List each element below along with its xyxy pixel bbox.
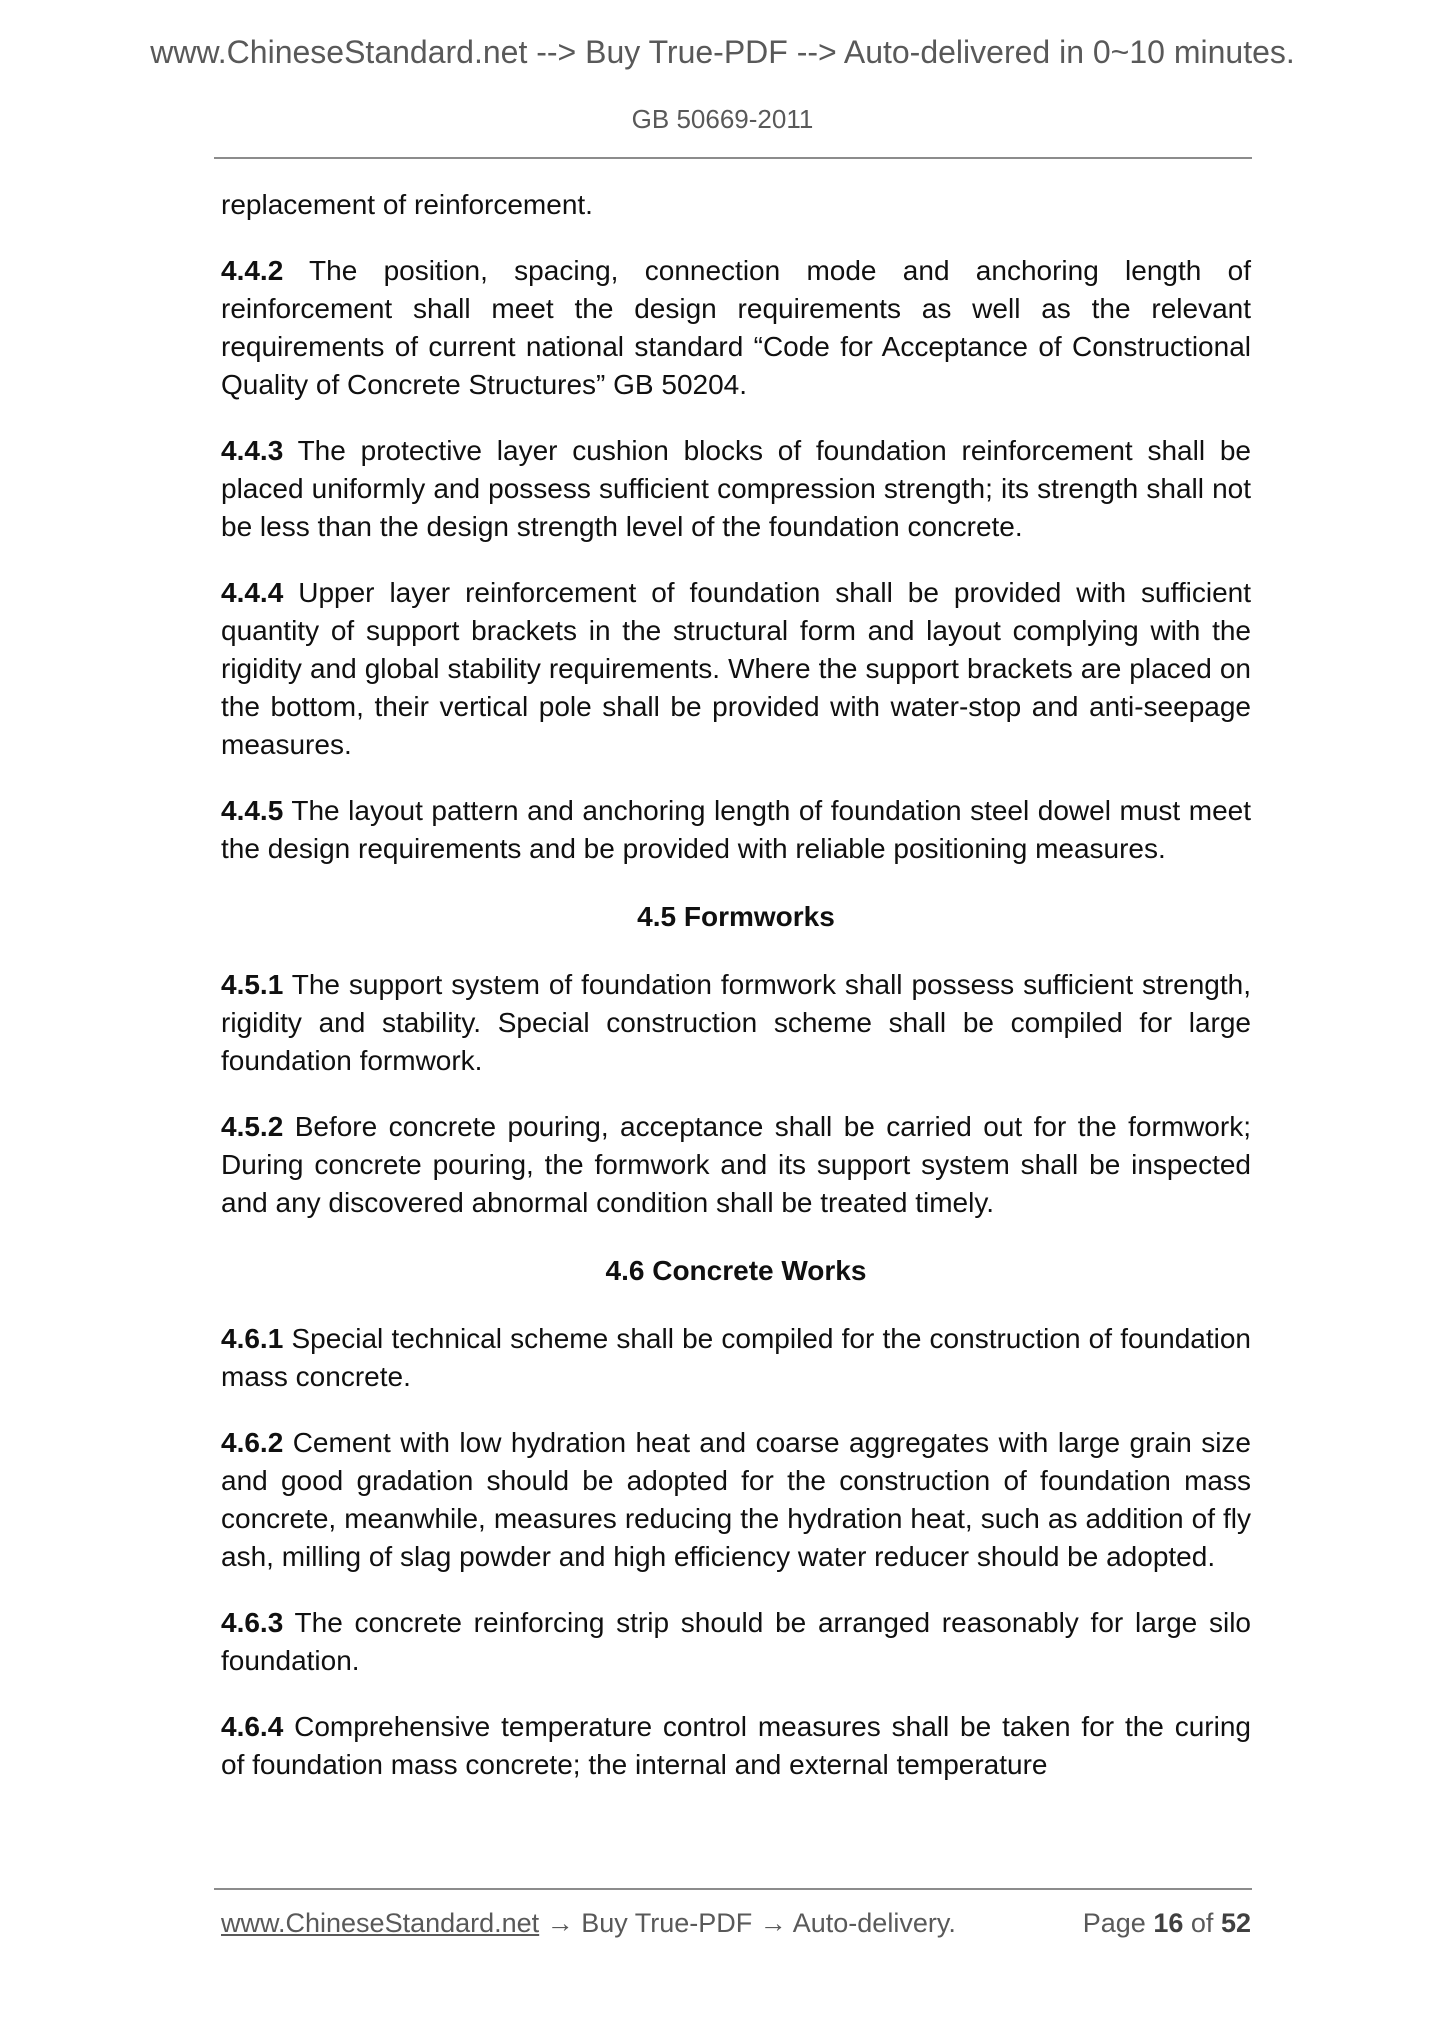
continued-paragraph: replacement of reinforcement. (221, 189, 593, 220)
clause-paragraph: 4.5.1 The support system of foundation formwork shall possess sufficient strength, rigidity and stability. Special construction scheme shall be compiled for large foundation formwork. (221, 969, 1251, 1076)
clause-paragraph: 4.4.5 The layout pattern and anchoring length of foundation steel dowel must meet the design requirements and be provided with reliable positioning measures. (221, 795, 1251, 864)
clause-number: 4.6.2 (221, 1427, 284, 1458)
footer-promo (221, 1906, 956, 1940)
of-label: of (1190, 1908, 1214, 1938)
header-banner-text: www.ChineseStandard.net --> Buy True-PDF --> Auto-delivered in 0~10 minutes. (150, 34, 1295, 70)
clause-number: 4.5.1 (221, 969, 284, 1000)
page-label: Page (1082, 1908, 1146, 1938)
page-footer (221, 1906, 1251, 1940)
page-indicator (1083, 1906, 1251, 1940)
page-current: 16 (1153, 1908, 1184, 1938)
clause-paragraph: 4.6.2 Cement with low hydration heat and coarse aggregates with large grain size and good gradation should be adopted for the construction of foundation mass concrete, meanwhile, measures reducing the hydration heat, such as addition of fly ash, milling of slag powder and high efficiency water reducer should be adopted. (221, 1427, 1251, 1572)
clause-paragraph: 4.4.3 The protective layer cushion blocks of foundation reinforcement shall be placed uniformly and possess sufficient compression strength; its strength shall not be less than the design strength level of the foundation concrete. (221, 435, 1251, 542)
header-divider (214, 157, 1252, 159)
section-heading: 4.6 Concrete Works (605, 1255, 867, 1286)
clause-paragraph: 4.4.2 The position, spacing, connection mode and anchoring length of reinforcement shall meet the design requirements as well as the relevant requirements of current national standard “Code for Acceptance of Constructional Quality of Concrete Structures” GB 50204. (221, 255, 1251, 400)
clause-paragraph: 4.6.4 Comprehensive temperature control measures shall be taken for the curing of foundation mass concrete; the internal and external temperature (221, 1711, 1251, 1780)
clause-paragraph: 4.6.3 The concrete reinforcing strip should be arranged reasonably for large silo foundation. (221, 1607, 1251, 1676)
clause-number: 4.6.4 (221, 1711, 284, 1742)
clause-number: 4.4.5 (221, 795, 284, 826)
clause-number: 4.4.4 (221, 577, 284, 608)
clause-number: 4.5.2 (221, 1111, 284, 1142)
footer-promo-tail: → Buy True-PDF → Auto-delivery. (546, 1908, 956, 1938)
clause-number: 4.4.3 (221, 435, 284, 466)
clause-paragraph: 4.4.4 Upper layer reinforcement of foundation shall be provided with sufficient quantity of support brackets in the structural form and layout complying with the rigidity and global stability requirements. Where the support brackets are placed on the bottom, their vertical pole shall be provided with water-stop and anti-seepage measures. (221, 577, 1251, 760)
section-heading: 4.5 Formworks (637, 901, 835, 932)
page-total: 52 (1220, 1908, 1251, 1938)
clause-number: 4.6.3 (221, 1607, 284, 1638)
clause-paragraph: 4.6.1 Special technical scheme shall be compiled for the construction of foundation mass concrete. (221, 1323, 1251, 1392)
footer-site-link[interactable]: www.ChineseStandard.net (221, 1908, 540, 1938)
footer-divider (214, 1888, 1252, 1890)
document-body (221, 186, 1251, 1784)
standard-number: GB 50669-2011 (631, 104, 814, 134)
clause-number: 4.6.1 (221, 1323, 284, 1354)
clause-number: 4.4.2 (221, 255, 284, 286)
clause-paragraph: 4.5.2 Before concrete pouring, acceptance shall be carried out for the formwork; During concrete pouring, the formwork and its support system shall be inspected and any discovered abnormal condition shall be treated timely. (221, 1111, 1251, 1218)
